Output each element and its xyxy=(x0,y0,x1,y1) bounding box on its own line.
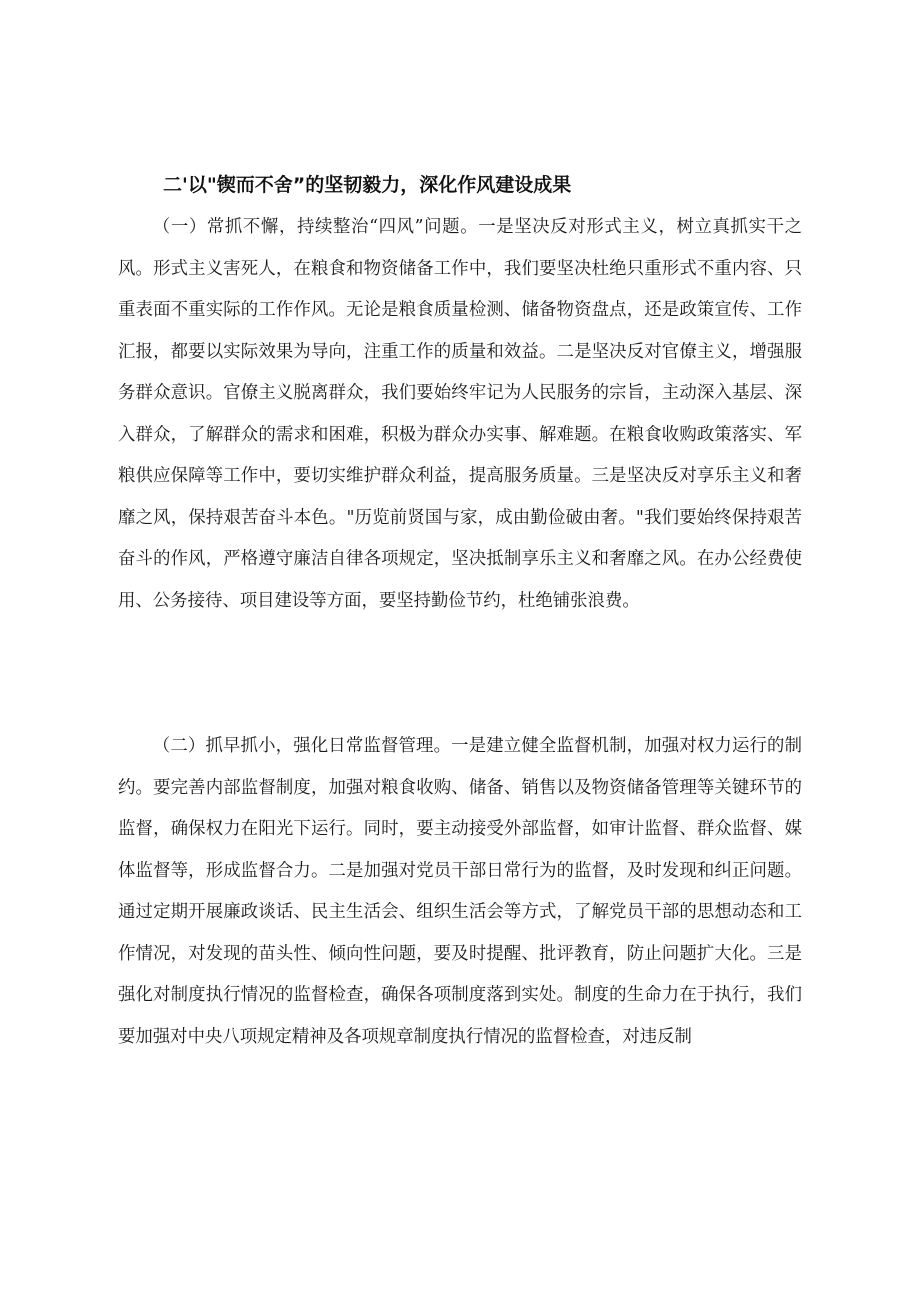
paragraph-1: （一）常抓不懈，持续整治“四风”问题。一是坚决反对形式主义，树立真抓实干之风。形式主义害死人，在粮食和物资储备工作中，我们要坚决杜绝只重形式不重内容、只重表面不重实际的工作作风。无论是粮食质量检测、储备物资盘点，还是政策宣传、工作汇报，都要以实际效果为导向，注重工作的质量和效益。二是坚决反对官僚主义，增强服务群众意识。官僚主义脱离群众，我们要始终牢记为人民服务的宗旨，主动深入基层、深入群众，了解群众的需求和困难，积极为群众办实事、解难题。在粮食收购政策落实、军粮供应保障等工作中，要切实维护群众利益，提高服务质量。三是坚决反对享乐主义和奢靡之风，保持艰苦奋斗本色。"历览前贤国与家，成由勤俭破由奢。"我们要始终保持艰苦奋斗的作风，严格遵守廉洁自律各项规定，坚决抵制享乐主义和奢靡之风。在办公经费使用、公务接待、项目建设等方面，要坚持勤俭节约，杜绝铺张浪费。 xyxy=(118,217,802,611)
paragraph-2: （二）抓早抓小，强化日常监督管理。一是建立健全监督机制，加强对权力运行的制约。要完善内部监督制度，加强对粮食收购、储备、销售以及物资储备管理等关键环节的监督，确保权力在阳光下运行。同时，要主动接受外部监督，如审计监督、群众监督、媒体监督等，形成监督合力。二是加强对党员干部日常行为的监督，及时发现和纠正问题。通过定期开展廉政谈话、民主生活会、组织生活会等方式，了解党员干部的思想动态和工作情况，对发现的苗头性、倾向性问题，要及时提醒、批评教育，防止问题扩大化。三是强化对制度执行情况的监督检查，确保各项制度落到实处。制度的生命力在于执行，我们要加强对中央八项规定精神及各项规章制度执行情况的监督检查，对违反制 xyxy=(118,736,802,1047)
section-heading: 二'以"锲而不舍”的坚韧毅力，深化作风建设成果 xyxy=(163,174,572,196)
